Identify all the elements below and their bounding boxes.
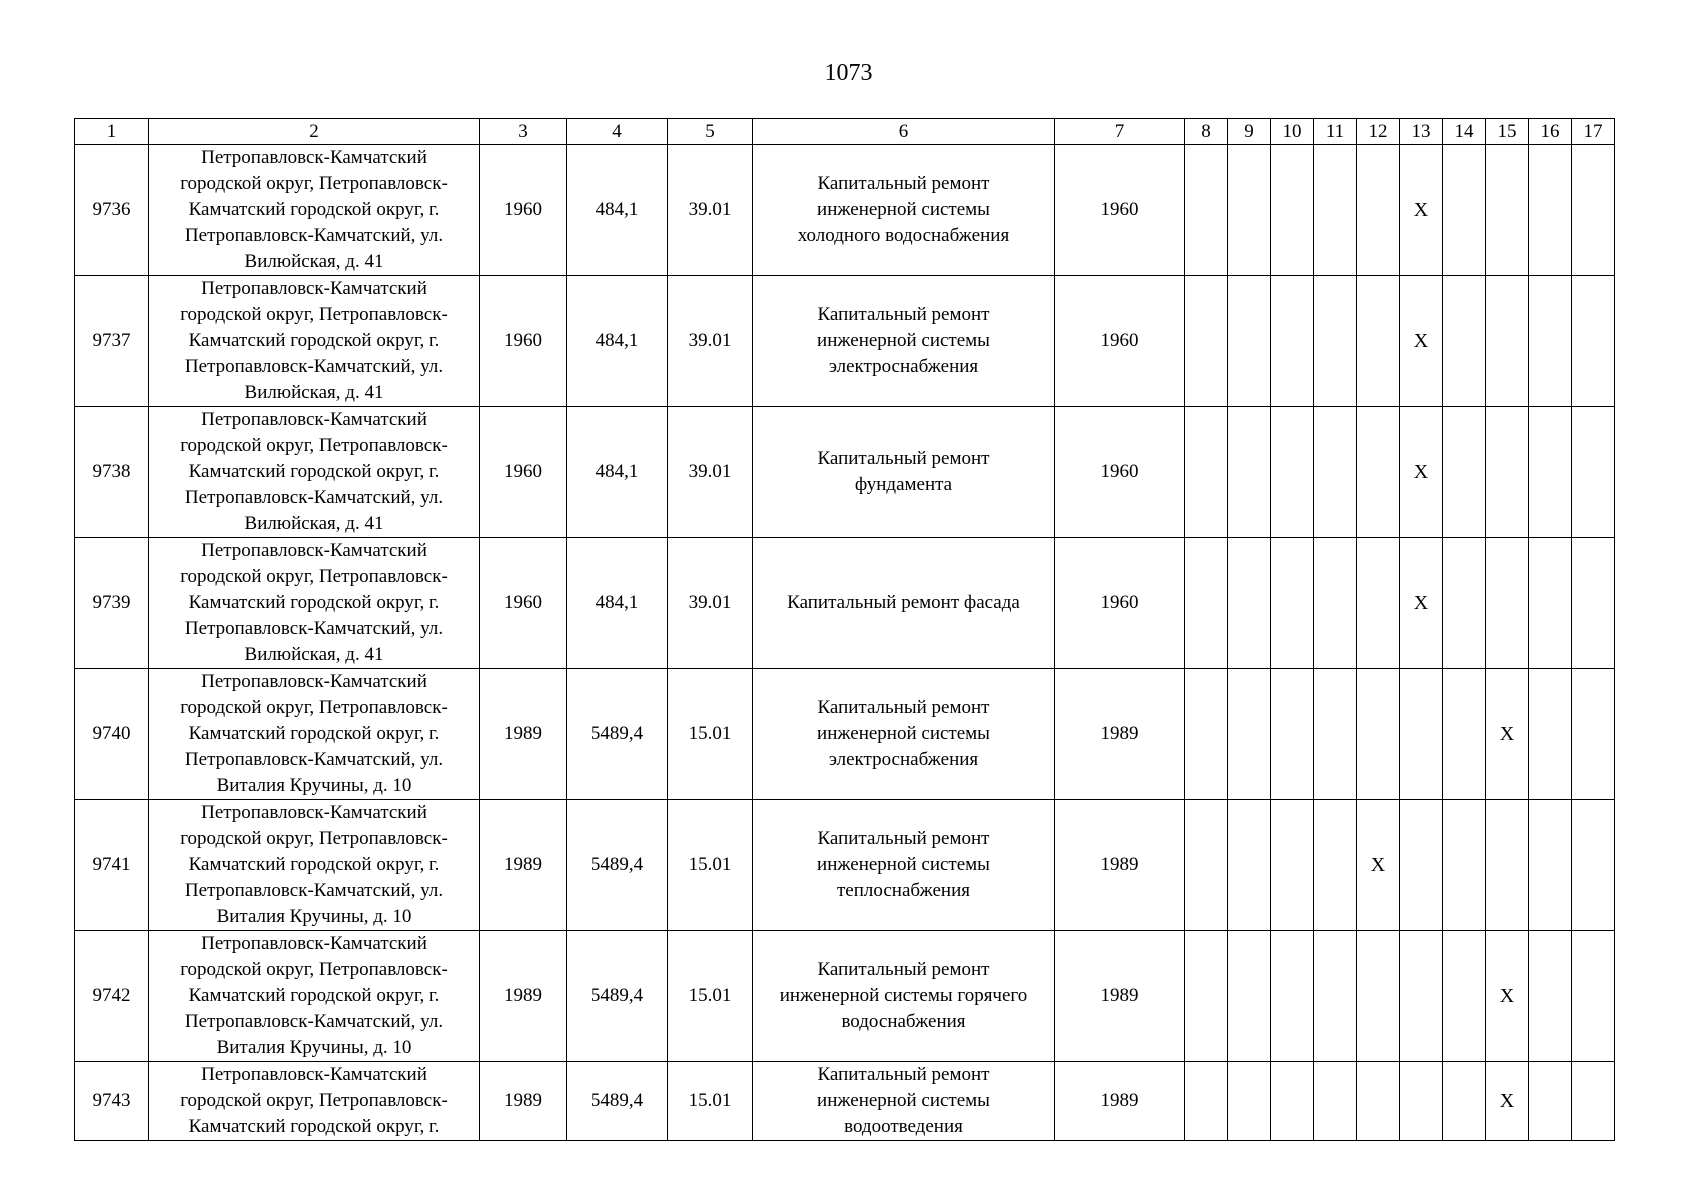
row-number-cell: 9741 xyxy=(75,800,149,931)
period-mark-cell xyxy=(1228,800,1271,931)
repair-year-cell: 1960 xyxy=(1055,407,1185,538)
work-type-cell xyxy=(753,145,1055,276)
work-type-cell xyxy=(753,1062,1055,1141)
period-mark-cell xyxy=(1486,145,1529,276)
work-type-line: холодного водоснабжения xyxy=(797,225,1010,246)
work-type-cell xyxy=(753,931,1055,1062)
period-mark-cell xyxy=(1185,931,1228,1062)
period-mark-cell xyxy=(1443,669,1486,800)
period-mark-cell xyxy=(1185,669,1228,800)
period-mark-cell xyxy=(1443,1062,1486,1141)
address-line: Вилюйская, д. 41 xyxy=(244,513,384,534)
period-mark-cell: X xyxy=(1357,800,1400,931)
period-mark-cell xyxy=(1185,1062,1228,1141)
period-mark-cell xyxy=(1572,1062,1615,1141)
period-mark-cell xyxy=(1185,538,1228,669)
work-type-line: Капитальный ремонт xyxy=(817,828,990,849)
period-mark-cell xyxy=(1572,800,1615,931)
address-line: Петропавловск-Камчатский, ул. xyxy=(184,487,444,508)
work-type-line: фундамента xyxy=(854,474,953,495)
code-cell: 15.01 xyxy=(668,1062,753,1141)
address-line: Виталия Кручины, д. 10 xyxy=(216,906,412,927)
area-cell: 5489,4 xyxy=(567,1062,668,1141)
repair-year-cell: 1960 xyxy=(1055,538,1185,669)
row-number-cell: 9742 xyxy=(75,931,149,1062)
work-type-line: электроснабжения xyxy=(828,356,979,377)
repair-year-cell: 1960 xyxy=(1055,276,1185,407)
period-mark-cell xyxy=(1271,145,1314,276)
work-type-line: Капитальный ремонт фасада xyxy=(787,592,1020,613)
period-mark-cell xyxy=(1529,800,1572,931)
column-number-cell: 2 xyxy=(149,119,480,145)
work-type-line: Капитальный ремонт xyxy=(817,1064,990,1085)
period-mark-cell xyxy=(1228,1062,1271,1141)
period-mark-cell xyxy=(1443,800,1486,931)
column-number-cell: 6 xyxy=(753,119,1055,145)
repair-register-table xyxy=(74,118,1615,1141)
address-line: Камчатский городской округ, г. xyxy=(188,330,440,351)
address-cell xyxy=(149,669,480,800)
column-number-cell: 9 xyxy=(1228,119,1271,145)
column-number-cell: 11 xyxy=(1314,119,1357,145)
period-mark-cell: X xyxy=(1400,538,1443,669)
period-mark-cell xyxy=(1271,931,1314,1062)
period-mark-cell xyxy=(1529,145,1572,276)
column-number-cell: 13 xyxy=(1400,119,1443,145)
address-line: Виталия Кручины, д. 10 xyxy=(216,1037,412,1058)
address-line: Камчатский городской округ, г. xyxy=(188,854,440,875)
code-cell: 15.01 xyxy=(668,931,753,1062)
period-mark-cell xyxy=(1400,1062,1443,1141)
work-type-line: инженерной системы xyxy=(817,199,990,220)
period-mark-cell xyxy=(1443,931,1486,1062)
period-mark-cell xyxy=(1185,407,1228,538)
period-mark-cell xyxy=(1271,407,1314,538)
page-number: 1073 xyxy=(824,60,873,86)
address-line: Камчатский городской округ, г. xyxy=(188,592,440,613)
area-cell: 484,1 xyxy=(567,276,668,407)
address-cell xyxy=(149,538,480,669)
address-cell xyxy=(149,145,480,276)
period-mark-cell xyxy=(1271,669,1314,800)
address-line: Петропавловск-Камчатский xyxy=(201,1064,427,1085)
work-type-line: водоотведения xyxy=(844,1116,963,1137)
period-mark-cell xyxy=(1529,1062,1572,1141)
address-line: городской округ, Петропавловск- xyxy=(180,1090,448,1111)
address-cell xyxy=(149,800,480,931)
repair-year-cell: 1989 xyxy=(1055,931,1185,1062)
address-line: Камчатский городской округ, г. xyxy=(188,199,440,220)
year-built-cell: 1960 xyxy=(480,407,567,538)
period-mark-cell xyxy=(1486,800,1529,931)
address-line: Петропавловск-Камчатский, ул. xyxy=(184,618,444,639)
period-mark-cell xyxy=(1572,407,1615,538)
address-line: Петропавловск-Камчатский xyxy=(201,409,427,430)
year-built-cell: 1960 xyxy=(480,538,567,669)
address-line: Петропавловск-Камчатский xyxy=(201,671,427,692)
period-mark-cell xyxy=(1228,669,1271,800)
period-mark-cell xyxy=(1400,800,1443,931)
work-type-cell xyxy=(753,800,1055,931)
period-mark-cell xyxy=(1443,145,1486,276)
address-line: Камчатский городской округ, г. xyxy=(188,461,440,482)
period-mark-cell xyxy=(1486,276,1529,407)
table-row xyxy=(75,145,1615,276)
year-built-cell: 1989 xyxy=(480,800,567,931)
address-line: Виталия Кручины, д. 10 xyxy=(216,775,412,796)
code-cell: 15.01 xyxy=(668,800,753,931)
work-type-line: водоснабжения xyxy=(841,1011,966,1032)
year-built-cell: 1960 xyxy=(480,145,567,276)
work-type-line: инженерной системы горячего xyxy=(779,985,1028,1006)
period-mark-cell: X xyxy=(1486,1062,1529,1141)
address-line: Петропавловск-Камчатский, ул. xyxy=(184,225,444,246)
period-mark-cell xyxy=(1443,276,1486,407)
work-type-line: инженерной системы xyxy=(817,1090,990,1111)
period-mark-cell xyxy=(1572,538,1615,669)
row-number-cell: 9737 xyxy=(75,276,149,407)
period-mark-cell xyxy=(1185,276,1228,407)
address-line: Вилюйская, д. 41 xyxy=(244,382,384,403)
address-line: Камчатский городской округ, г. xyxy=(188,1116,440,1137)
column-number-cell: 17 xyxy=(1572,119,1615,145)
period-mark-cell xyxy=(1572,276,1615,407)
period-mark-cell xyxy=(1486,407,1529,538)
area-cell: 484,1 xyxy=(567,407,668,538)
work-type-line: Капитальный ремонт xyxy=(817,697,990,718)
area-cell: 484,1 xyxy=(567,538,668,669)
table-row xyxy=(75,538,1615,669)
period-mark-cell xyxy=(1400,669,1443,800)
period-mark-cell xyxy=(1357,669,1400,800)
row-number-cell: 9740 xyxy=(75,669,149,800)
address-line: городской округ, Петропавловск- xyxy=(180,304,448,325)
address-line: Петропавловск-Камчатский xyxy=(201,802,427,823)
period-mark-cell: X xyxy=(1486,669,1529,800)
period-mark-cell xyxy=(1357,407,1400,538)
period-mark-cell xyxy=(1185,145,1228,276)
address-cell xyxy=(149,931,480,1062)
column-number-cell: 12 xyxy=(1357,119,1400,145)
period-mark-cell xyxy=(1314,407,1357,538)
work-type-line: Капитальный ремонт xyxy=(817,448,990,469)
code-cell: 39.01 xyxy=(668,538,753,669)
address-line: Петропавловск-Камчатский xyxy=(201,933,427,954)
area-cell: 484,1 xyxy=(567,145,668,276)
area-cell: 5489,4 xyxy=(567,931,668,1062)
column-number-cell: 5 xyxy=(668,119,753,145)
column-number-cell: 7 xyxy=(1055,119,1185,145)
year-built-cell: 1989 xyxy=(480,1062,567,1141)
year-built-cell: 1989 xyxy=(480,669,567,800)
address-line: городской округ, Петропавловск- xyxy=(180,173,448,194)
address-line: Петропавловск-Камчатский xyxy=(201,540,427,561)
column-number-cell: 4 xyxy=(567,119,668,145)
period-mark-cell xyxy=(1529,669,1572,800)
address-line: Петропавловск-Камчатский, ул. xyxy=(184,356,444,377)
address-line: городской округ, Петропавловск- xyxy=(180,435,448,456)
period-mark-cell xyxy=(1271,276,1314,407)
period-mark-cell xyxy=(1529,407,1572,538)
period-mark-cell xyxy=(1228,276,1271,407)
period-mark-cell: X xyxy=(1400,407,1443,538)
column-number-cell: 3 xyxy=(480,119,567,145)
row-number-cell: 9736 xyxy=(75,145,149,276)
address-line: Петропавловск-Камчатский, ул. xyxy=(184,880,444,901)
address-line: Камчатский городской округ, г. xyxy=(188,985,440,1006)
period-mark-cell xyxy=(1400,931,1443,1062)
address-line: городской округ, Петропавловск- xyxy=(180,828,448,849)
period-mark-cell xyxy=(1271,1062,1314,1141)
period-mark-cell xyxy=(1486,538,1529,669)
period-mark-cell xyxy=(1228,407,1271,538)
table-row xyxy=(75,276,1615,407)
work-type-line: инженерной системы xyxy=(817,854,990,875)
work-type-line: инженерной системы xyxy=(817,723,990,744)
repair-year-cell: 1989 xyxy=(1055,800,1185,931)
period-mark-cell xyxy=(1357,538,1400,669)
period-mark-cell xyxy=(1443,407,1486,538)
period-mark-cell xyxy=(1271,800,1314,931)
column-number-cell: 10 xyxy=(1271,119,1314,145)
work-type-line: теплоснабжения xyxy=(837,880,970,901)
period-mark-cell: X xyxy=(1400,276,1443,407)
period-mark-cell xyxy=(1529,276,1572,407)
repair-year-cell: 1989 xyxy=(1055,669,1185,800)
column-number-cell: 15 xyxy=(1486,119,1529,145)
address-line: городской округ, Петропавловск- xyxy=(180,697,448,718)
address-cell xyxy=(149,407,480,538)
period-mark-cell xyxy=(1314,800,1357,931)
row-number-cell: 9739 xyxy=(75,538,149,669)
period-mark-cell xyxy=(1185,800,1228,931)
period-mark-cell xyxy=(1314,1062,1357,1141)
period-mark-cell xyxy=(1314,145,1357,276)
table-row xyxy=(75,669,1615,800)
period-mark-cell xyxy=(1271,538,1314,669)
column-number-cell: 16 xyxy=(1529,119,1572,145)
work-type-cell xyxy=(753,538,1055,669)
column-number-cell: 1 xyxy=(75,119,149,145)
period-mark-cell xyxy=(1529,538,1572,669)
address-line: городской округ, Петропавловск- xyxy=(180,959,448,980)
address-cell xyxy=(149,1062,480,1141)
address-line: городской округ, Петропавловск- xyxy=(180,566,448,587)
column-number-header-row xyxy=(75,119,1615,145)
work-type-cell xyxy=(753,407,1055,538)
work-type-cell xyxy=(753,669,1055,800)
period-mark-cell xyxy=(1572,931,1615,1062)
address-line: Петропавловск-Камчатский xyxy=(201,278,427,299)
period-mark-cell xyxy=(1572,145,1615,276)
year-built-cell: 1989 xyxy=(480,931,567,1062)
period-mark-cell: X xyxy=(1486,931,1529,1062)
period-mark-cell xyxy=(1357,931,1400,1062)
period-mark-cell xyxy=(1357,1062,1400,1141)
code-cell: 39.01 xyxy=(668,407,753,538)
table-row xyxy=(75,1062,1615,1141)
column-number-cell: 14 xyxy=(1443,119,1486,145)
address-line: Вилюйская, д. 41 xyxy=(244,644,384,665)
work-type-line: Капитальный ремонт xyxy=(817,173,990,194)
row-number-cell: 9743 xyxy=(75,1062,149,1141)
code-cell: 39.01 xyxy=(668,276,753,407)
repair-year-cell: 1989 xyxy=(1055,1062,1185,1141)
code-cell: 39.01 xyxy=(668,145,753,276)
address-line: Вилюйская, д. 41 xyxy=(244,251,384,272)
year-built-cell: 1960 xyxy=(480,276,567,407)
code-cell: 15.01 xyxy=(668,669,753,800)
address-line: Камчатский городской округ, г. xyxy=(188,723,440,744)
period-mark-cell xyxy=(1357,276,1400,407)
repair-year-cell: 1960 xyxy=(1055,145,1185,276)
period-mark-cell xyxy=(1228,145,1271,276)
work-type-line: Капитальный ремонт xyxy=(817,304,990,325)
address-line: Петропавловск-Камчатский, ул. xyxy=(184,1011,444,1032)
period-mark-cell xyxy=(1314,538,1357,669)
period-mark-cell xyxy=(1314,276,1357,407)
work-type-line: Капитальный ремонт xyxy=(817,959,990,980)
table-row xyxy=(75,800,1615,931)
column-number-cell: 8 xyxy=(1185,119,1228,145)
address-cell xyxy=(149,276,480,407)
period-mark-cell xyxy=(1314,931,1357,1062)
table-row xyxy=(75,407,1615,538)
period-mark-cell xyxy=(1529,931,1572,1062)
period-mark-cell xyxy=(1314,669,1357,800)
table-row xyxy=(75,931,1615,1062)
period-mark-cell xyxy=(1572,669,1615,800)
address-line: Петропавловск-Камчатский, ул. xyxy=(184,749,444,770)
period-mark-cell xyxy=(1443,538,1486,669)
row-number-cell: 9738 xyxy=(75,407,149,538)
period-mark-cell xyxy=(1357,145,1400,276)
period-mark-cell xyxy=(1228,538,1271,669)
work-type-cell xyxy=(753,276,1055,407)
address-line: Петропавловск-Камчатский xyxy=(201,147,427,168)
work-type-line: электроснабжения xyxy=(828,749,979,770)
period-mark-cell xyxy=(1228,931,1271,1062)
work-type-line: инженерной системы xyxy=(817,330,990,351)
area-cell: 5489,4 xyxy=(567,669,668,800)
area-cell: 5489,4 xyxy=(567,800,668,931)
period-mark-cell: X xyxy=(1400,145,1443,276)
